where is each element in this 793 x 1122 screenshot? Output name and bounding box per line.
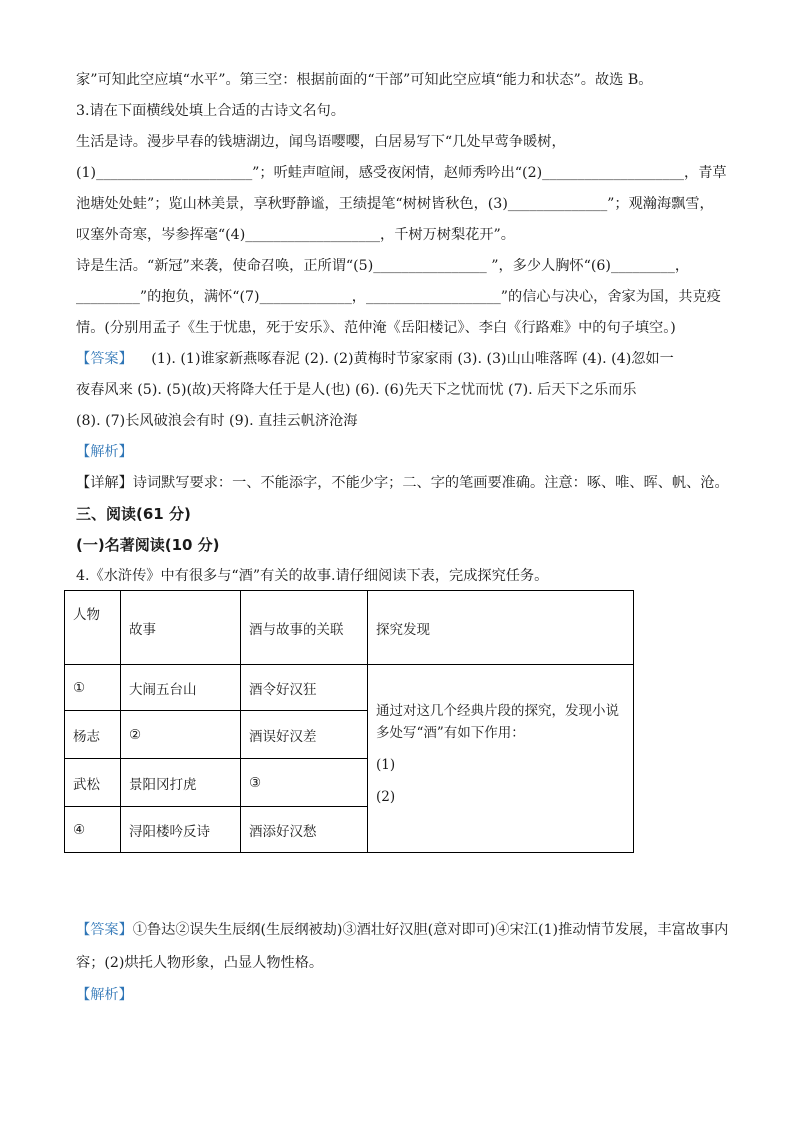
table-cell: 酒添好汉愁 [241, 807, 368, 853]
question-3-answer-line: 夜春风来 (5). (5)(故)天将降大任于是人(也) (6). (6)先天下之忧而忧 (7). 后天下之乐而乐 [76, 382, 637, 398]
question-3-line: 情。(分别用孟子《生于忧患，死于安乐》、范仲淹《岳阳楼记》、李白《行路难》中的句子填空。) [76, 320, 676, 336]
question-3-line: (1)______________________”；听蛙声喧闹，感受夜闲情，赵师秀吟出“(2)____________________，青草 [76, 165, 727, 181]
table-cell: ③ [241, 759, 368, 807]
question-4-answer-line: 容；(2)烘托人物形象，凸显人物性格。 [76, 955, 324, 971]
table-cell: ① [65, 665, 121, 711]
table-header-row [65, 591, 634, 665]
detail-explanation: 【详解】诗词默写要求：一、不能添字，不能少字；二、字的笔画要准确。注意：啄、唯、晖、帆、沧。 [76, 475, 729, 491]
table-cell: ② [121, 711, 241, 759]
table-cell: 杨志 [65, 711, 121, 759]
table-cell: 武松 [65, 759, 121, 807]
question-4-answer-line [76, 920, 728, 940]
table-cell: 浔阳楼吟反诗 [121, 807, 241, 853]
explore-findings-cell [368, 665, 634, 853]
explore-line: 通过对这几个经典片段的探究，发现小说多处写“酒”有如下作用： [376, 702, 619, 741]
question-3-line: 生活是诗。漫步早春的钱塘湖边，闻鸟语嘤嘤，白居易写下“几处早莺争暖树， [76, 134, 566, 150]
question-3-title: 3.请在下面横线处填上合适的古诗文名句。 [76, 103, 345, 119]
question-3-line: _________”的抱负，满怀“(7)_____________，___________________”的信心与决心，舍家为国，共克疫 [76, 289, 721, 305]
question-3-answer-line [76, 349, 674, 369]
question-3-line: 诗是生活。“新冠”来袭，使命召唤，正所谓“(5)________________ ”，多少人胸怀“(6)_________， [76, 258, 690, 274]
table-cell: 大闹五台山 [121, 665, 241, 711]
continuation-line: 家”可知此空应填“水平”。第三空：根据前面的“干部”可知此空应填“能力和状态”。故选 B。 [76, 72, 653, 88]
question-3-answer-line: (8). (7)长风破浪会有时 (9). 直挂云帆济沧海 [76, 413, 358, 429]
table-header-cell: 酒与故事的关联 [241, 591, 368, 665]
question-3-line: 池塘处处蛙”；览山林美景，享秋野静谧，王绩提笔“树树皆秋色，(3)______________”；观瀚海飘雪， [76, 196, 714, 212]
analysis-label: 【解析】 [76, 987, 133, 1003]
explore-line: (2) [376, 788, 396, 805]
subsection-title: (一)名著阅读(10 分) [76, 536, 220, 554]
table-cell: 酒令好汉狂 [241, 665, 368, 711]
table-row [65, 665, 634, 711]
answer-label: 【答案】 [76, 351, 133, 367]
answer-label: 【答案】 [76, 922, 133, 938]
question-3-line: 叹塞外奇寒，岑参挥毫“(4)___________________，千树万树梨花开”。 [76, 227, 515, 243]
shuihu-wine-table [64, 590, 634, 853]
table-cell: 景阳冈打虎 [121, 759, 241, 807]
table-header-cell: 人物 [65, 591, 121, 665]
table-cell: 酒误好汉差 [241, 711, 368, 759]
answer-text: ①鲁达②误失生辰纲(生辰纲被劫)③酒壮好汉胆(意对即可)④宋江(1)推动情节发展，丰富故事内 [132, 922, 729, 938]
answer-text: (1). (1)谁家新燕啄春泥 (2). (2)黄梅时节家家雨 (3). (3)山山唯落晖 (4). (4)忽如一 [151, 351, 674, 367]
question-4-prompt: 4.《水浒传》中有很多与“酒”有关的故事.请仔细阅读下表，完成探究任务。 [76, 568, 549, 584]
table-header-cell: 探究发现 [368, 591, 634, 665]
section-title: 三、阅读(61 分) [76, 505, 191, 523]
table-header-cell: 故事 [121, 591, 241, 665]
analysis-label: 【解析】 [76, 444, 133, 460]
explore-line: (1) [376, 756, 396, 773]
table-cell: ④ [65, 807, 121, 853]
